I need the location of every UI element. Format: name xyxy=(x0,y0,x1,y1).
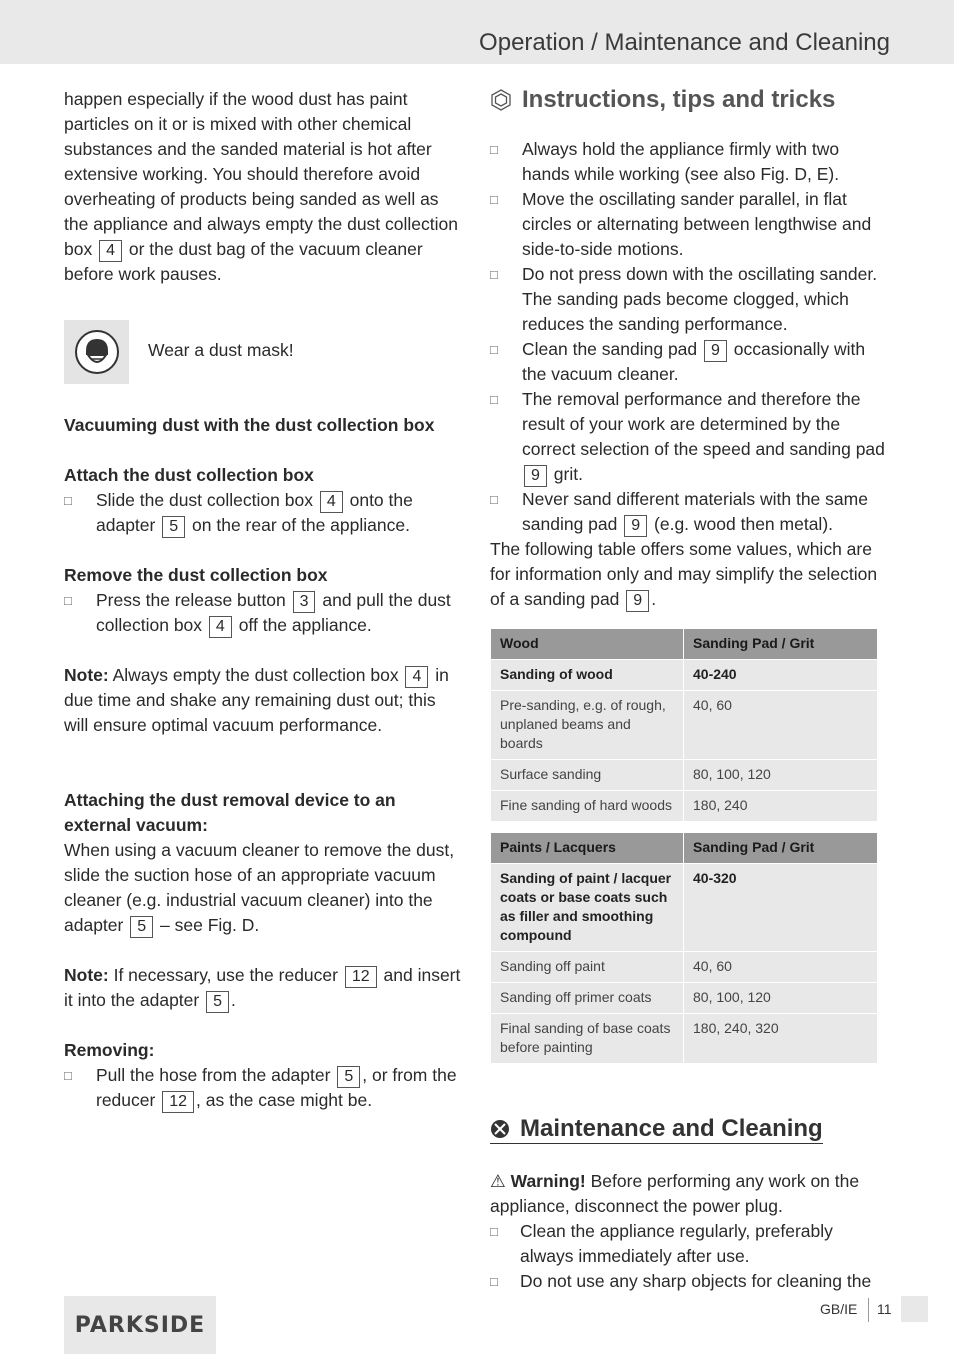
list-item: □ Clean the appliance regularly, preferably always immediately after use. xyxy=(490,1219,890,1269)
tips-list xyxy=(490,137,890,537)
intro-paragraph: happen especially if the wood dust has paint particles on it or is mixed with other chemical substances and the sanded material is hot after extensive working. You should therefore avoid overheating of products being sanded as well as the appliance and always empty the dust collection box 4 or the dust bag of the vacuum cleaner before work pauses. xyxy=(64,89,458,284)
note-reducer: Note: If necessary, use the reducer 12 and insert it into the adapter 5 . xyxy=(64,963,464,1013)
dust-mask-text: Wear a dust mask! xyxy=(148,339,294,360)
list-item: □ The removal performance and therefore the result of your work are determined by the correct selection of the speed and sanding pad 9 grit. xyxy=(490,387,890,487)
table-row: Sanding of paint / lacquer coats or base coats such as filler and smoothing compound 40-320 xyxy=(491,864,878,952)
attach-heading: Attach the dust collection box xyxy=(64,465,314,485)
left-column xyxy=(64,87,464,1113)
page-number: 11 xyxy=(877,1301,892,1317)
dust-mask-notice xyxy=(64,320,464,384)
footer-divider xyxy=(868,1298,869,1322)
footer-marker xyxy=(901,1296,928,1322)
remove-item: □ Press the release button 3 and pull the dust collection box 4 off the appliance. xyxy=(64,588,464,638)
table-row: Pre-sanding, e.g. of rough, unplaned beams and boards 40, 60 xyxy=(491,691,878,760)
note-empty-box: Note: Always empty the dust collection box 4 in due time and shake any remaining dust out; this will ensure optimal vacuum performance. xyxy=(64,665,449,735)
list-item: □ Clean the sanding pad 9 occasionally with the vacuum cleaner. xyxy=(490,337,890,387)
removing-item: □ Pull the hose from the adapter 5 , or from the reducer 12 , as the case might be. xyxy=(64,1063,464,1113)
right-column xyxy=(490,87,890,1294)
list-item: □ Always hold the appliance firmly with two hands while working (see also Fig. D, E). xyxy=(490,137,890,187)
external-vacuum-heading: Attaching the dust removal device to an external vacuum: xyxy=(64,790,396,835)
warning-text: ⚠ Warning! Before performing any work on the appliance, disconnect the power plug. xyxy=(490,1170,860,1216)
list-item: □ Move the oscillating sander parallel, in flat circles or alternating between lengthwise and side-to-side motions. xyxy=(490,187,890,262)
maintenance-heading-wrap xyxy=(490,1116,890,1146)
removing-heading: Removing: xyxy=(64,1040,155,1060)
table-header-wood: Wood Sanding Pad / Grit xyxy=(491,629,878,660)
maintenance-heading: Maintenance and Cleaning xyxy=(490,1116,823,1144)
dust-mask-icon xyxy=(64,320,129,384)
part-ref-4: 4 xyxy=(99,240,122,262)
vacuum-heading: Vacuuming dust with the dust collection box xyxy=(64,415,435,435)
table-row: Sanding of wood 40-240 xyxy=(491,660,878,691)
warning-icon: ⚠ xyxy=(490,1170,506,1191)
table-header-paint: Paints / Lacquers Sanding Pad / Grit xyxy=(491,833,878,864)
table-row: Surface sanding 80, 100, 120 xyxy=(491,760,878,791)
table-row: Final sanding of base coats before painting 180, 240, 320 xyxy=(491,1014,878,1064)
list-item: □ Do not press down with the oscillating sander. The sanding pads become clogged, which reduces the sanding performance. xyxy=(490,262,890,337)
tips-heading: Instructions, tips and tricks xyxy=(490,87,890,112)
list-item: □ Do not use any sharp objects for cleaning the xyxy=(490,1269,890,1294)
list-item: □ Never sand different materials with the same sanding pad 9 (e.g. wood then metal). xyxy=(490,487,890,537)
language-code: GB/IE xyxy=(820,1301,858,1317)
attach-item: □ Slide the dust collection box 4 onto the adapter 5 on the rear of the appliance. xyxy=(64,488,464,538)
brand-logo: PARKSIDE xyxy=(64,1296,216,1354)
table-intro: The following table offers some values, which are for information only and may simplify the selection of a sanding pad 9 . xyxy=(490,537,890,612)
hexagon-icon xyxy=(490,89,512,111)
page-header xyxy=(0,0,954,64)
sanding-table xyxy=(490,628,878,1064)
screwdriver-icon xyxy=(490,1119,510,1139)
table-row: Sanding off paint 40, 60 xyxy=(491,952,878,983)
remove-heading: Remove the dust collection box xyxy=(64,565,328,585)
table-row: Fine sanding of hard woods 180, 240 xyxy=(491,791,878,822)
table-row: Sanding off primer coats 80, 100, 120 xyxy=(491,983,878,1014)
external-vacuum-text: When using a vacuum cleaner to remove the dust, slide the suction hose of an appropriate vacuum cleaner (e.g. industrial vacuum cleaner) into the adapter 5 – see Fig. D. xyxy=(64,838,464,938)
page-title: Operation / Maintenance and Cleaning xyxy=(479,29,890,56)
